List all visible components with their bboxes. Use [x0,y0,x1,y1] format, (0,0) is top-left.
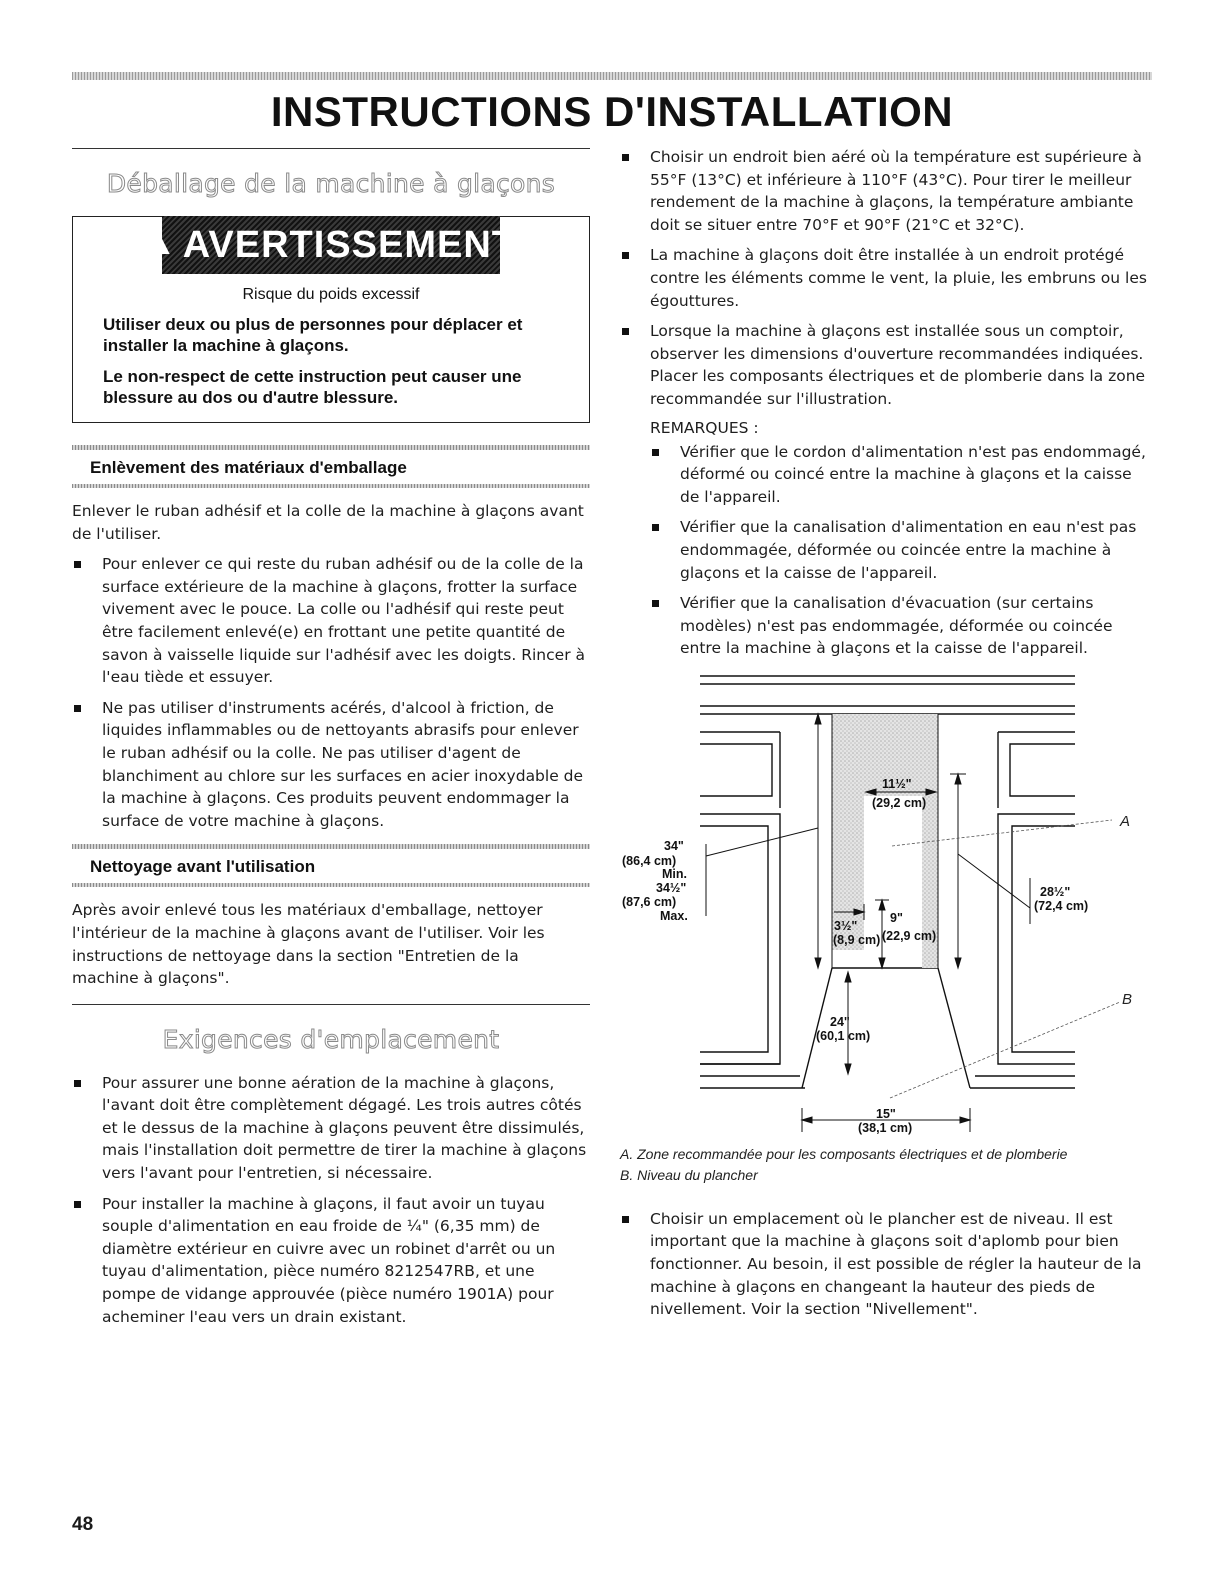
list-item: Choisir un endroit bien aéré où la température est supérieure à 55°F (13°C) et inférieure à 110°F (43°C). Pour tirer le meilleur rendement de la machine à glaçons, la température ambiante doit se situer entre 70°F et 90°F (21°C et 32°C). [620,146,1152,236]
list-item: Lorsque la machine à glaçons est installée sous un comptoir, observer les dimensions d'ouverture recommandées indiquées. Placer les composants électriques et de plomberie dans la zone recommandée sur l'illustration. [620,320,1152,410]
remarks-label: REMARQUES : [650,418,759,437]
packaging-removal-heading: Enlèvement des matériaux d'emballage [90,458,407,477]
warning-subtitle: Risque du poids excessif [242,286,420,303]
page-number: 48 [72,1514,94,1535]
warning-consequence: Le non-respect de cette instruction peut causer une blessure au dos ou d'autre blessure. [103,367,522,407]
cleaning-text: Après avoir enlevé tous les matériaux d'emballage, nettoyer l'intérieur de la machine à glaçons avant de l'utiliser. Voir les instructions de nettoyage dans la section "Entretien de la machine à glaçons". [72,901,545,988]
list-item: Pour assurer une bonne aération de la machine à glaçons, l'avant doit être complètement dégagé. Les trois autres côtés et le dessus de la machine à glaçons peuvent être dissimulés, mais l'installation doit permettre de tirer la machine à glaçons vers l'avant pour l'entretien, si nécessaire. [72,1072,590,1185]
side-height-cm-label: (72,4 cm) [1034,898,1089,913]
list-item: Vérifier que la canalisation d'alimentation en eau n'est pas endommagée, déformée ou coincée entre la machine à glaçons et la caisse de l'appareil. [650,516,1152,584]
right-door [1012,826,1075,1052]
installation-diagram [620,668,1152,1138]
side-height-in-label: 28½" [1040,884,1071,899]
warning-box [72,216,590,423]
zone-height-cm-label: (22,9 cm) [882,928,937,943]
side-height-leader [958,854,1030,908]
left-drawer [700,744,772,796]
right-column [620,146,1152,1329]
subsection-rule [72,844,590,849]
location-right-list [620,146,1152,411]
packaging-removal-intro: Enlever le ruban adhésif et la colle de la machine à glaçons avant de l'utiliser. [72,502,584,543]
warning-triangle-icon: ▲ [146,228,177,261]
height-min-cm-label: (86,4 cm) [622,853,677,868]
location-heading: Exigences d'emplacement [162,1024,500,1054]
zone-width-in-label: 11½" [882,776,912,791]
right-drawer [1010,744,1075,796]
section-rule [72,1004,590,1005]
figure-caption-b: B. Niveau du plancher [620,1166,758,1183]
list-item: Pour enlever ce qui reste du ruban adhésif ou de la colle de la surface extérieure de la machine à glaçons, frotter la surface vivement avec le pouce. La colle ou l'adhésif qui reste peut être facilement enlevé(e) en frottant une petite quantité de savon à vaisselle liquide sur l'adhésif avec les doigts. Rincer à l'eau tiède et essuyer. [72,553,590,689]
opening-perspective [802,968,832,1088]
list-item: La machine à glaçons doit être installée à un endroit protégé contre les éléments comme le vent, la pluie, les embruns ou les égouttures. [620,244,1152,312]
cleaning-heading: Nettoyage avant l'utilisation [90,857,316,877]
subsection-rule [72,883,590,887]
height-max-text: Max. [660,908,688,923]
subsection-rule [72,484,590,488]
unpacking-heading: Déballage de la machine à glaçons [106,169,556,198]
callout-b-label: B [1122,990,1133,1008]
width-in-label: 15" [876,1106,896,1121]
right-cabinet-side [998,814,1075,1064]
height-min-in-label: 34" [664,838,684,853]
width-cm-label: (38,1 cm) [858,1120,913,1135]
height-max-in-label: 34½" [656,880,687,895]
depth-cm-label: (60,1 cm) [816,1028,871,1043]
figure-caption-a: A. Zone recommandée pour les composants électriques et de plomberie [620,1145,1068,1162]
subsection-rule [72,445,590,450]
left-door [700,826,768,1052]
warning-label: AVERTISSEMENT [182,223,516,266]
height-min-text: Min. [662,866,687,881]
page-title: INSTRUCTIONS D'INSTALLATION [270,88,954,135]
zone-offset-cm-label: (8,9 cm) [833,932,881,947]
zone-width-cm-label: (29,2 cm) [872,795,927,810]
list-item: Choisir un emplacement où le plancher est de niveau. Il est important que la machine à glaçons soit d'aplomb pour bien fonctionner. Au besoin, il est possible de régler la hauteur de la machine à glaçons en changeant la hauteur des pieds de nivellement. Voir la section "Nivellement". [620,1208,1152,1321]
section-rule [72,148,590,149]
list-item: Ne pas utiliser d'instruments acérés, d'alcool à friction, de liquides inflammables ou de nettoyants abrasifs pour enlever le ruban adhésif ou la colle. Ne pas utiliser d'agent de blanchiment au chlore sur les surfaces en acier inoxydable de la machine à glaçons. Ces produits peuvent endommager la surface de votre machine à glaçons. [72,697,590,833]
list-item: Pour installer la machine à glaçons, il faut avoir un tuyau souple d'alimentation en eau froide de ¼" (6,35 mm) de diamètre extérieur en cuivre avec un robinet d'arrêt ou un tuyau d'alimentation, pièce numéro 8212547RB, et une pompe de vidange approuvée (pièce numéro 1901A) pour acheminer l'eau vers un drain existant. [72,1193,590,1329]
opening-perspective [938,968,970,1088]
top-decorative-band [72,72,1152,80]
left-column [72,148,590,1336]
list-item: Vérifier que la canalisation d'évacuation (sur certains modèles) n'est pas endommagée, déformée ou coincée entre la machine à glaçons et la caisse de l'appareil. [650,592,1152,660]
zone-offset-in-label: 3½" [834,918,858,933]
depth-in-label: 24" [830,1014,850,1029]
remarks-list [620,441,1152,660]
list-item: Vérifier que le cordon d'alimentation n'est pas endommagé, déformé ou coincé entre la machine à glaçons et la caisse de l'appareil. [650,441,1152,509]
warning-instruction: Utiliser deux ou plus de personnes pour déplacer et installer la machine à glaçons. [103,315,523,355]
packaging-removal-list [72,553,590,832]
warning-banner [146,216,516,274]
location-list [72,1072,590,1329]
height-max-cm-label: (87,6 cm) [622,894,677,909]
location-final-list [620,1208,1152,1321]
callout-a-label: A [1120,812,1131,830]
zone-height-in-label: 9" [890,910,903,925]
callout-b-leader [890,1002,1120,1098]
height-leader-line [706,828,818,856]
